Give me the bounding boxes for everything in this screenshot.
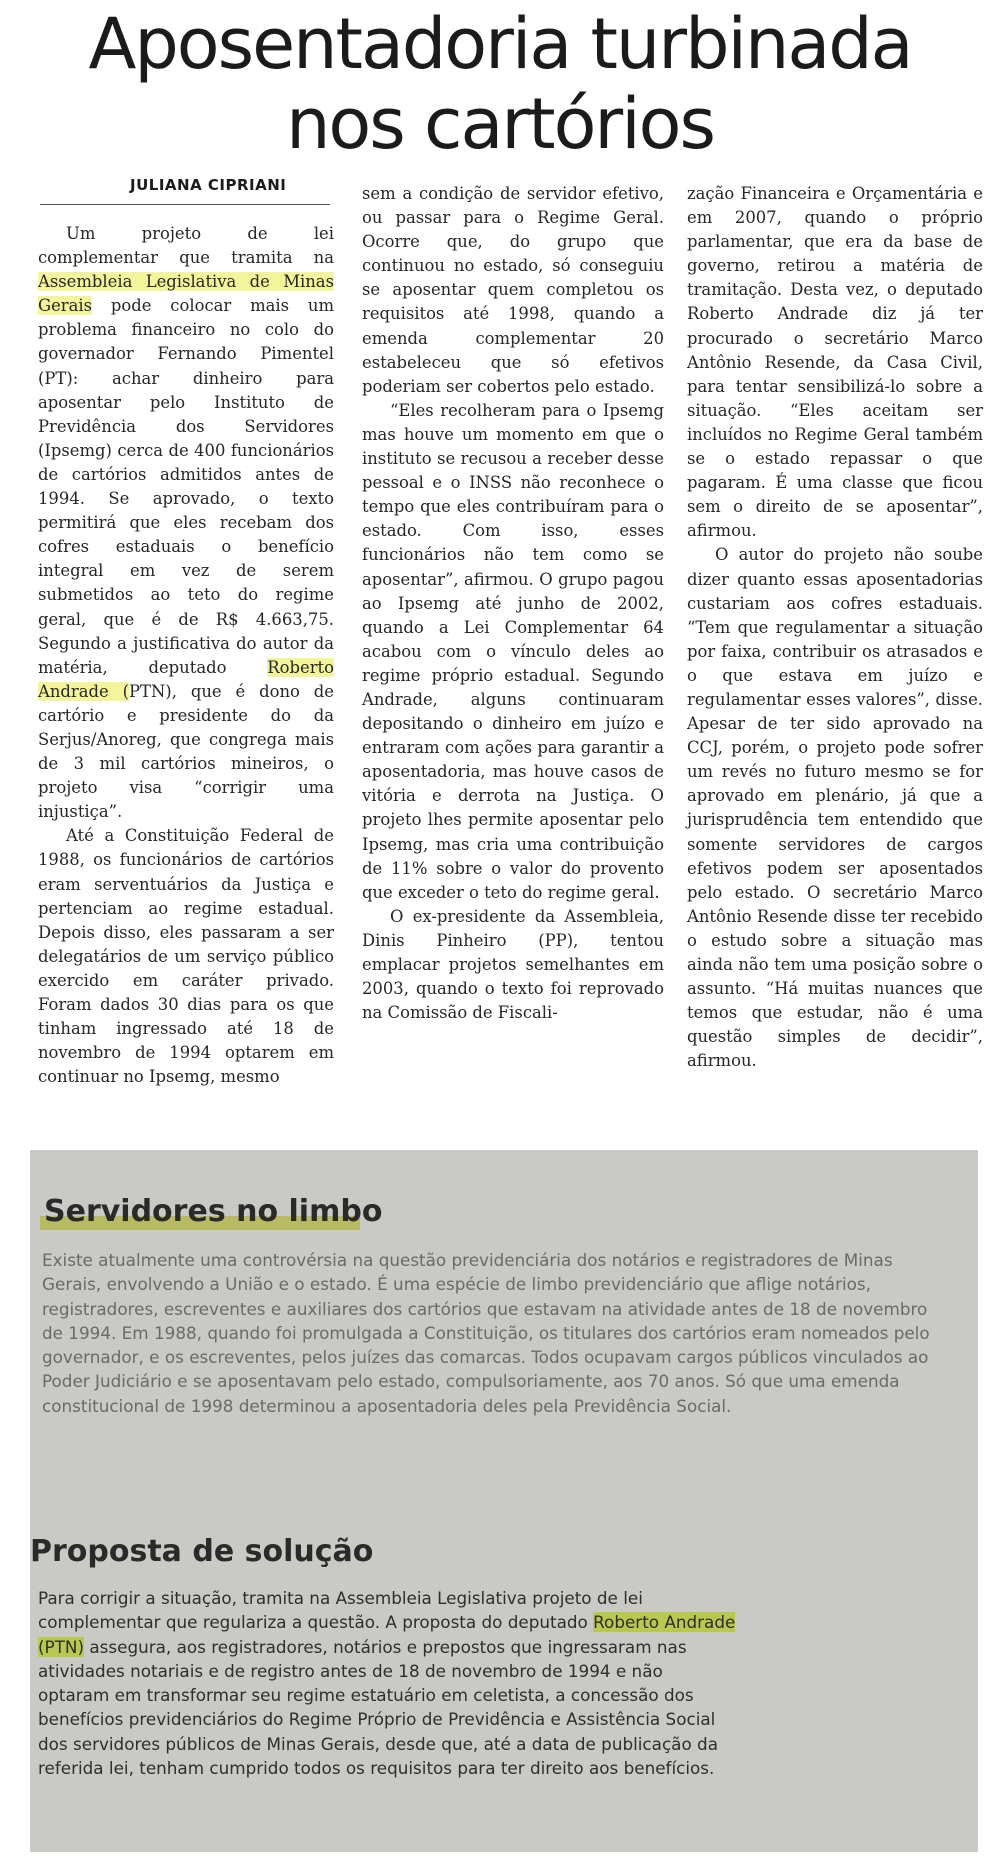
text-run: pode colocar mais um problema financeiro no colo do governador Fernando Pimentel (PT): achar dinheiro para aposentar pelo Instituto de Previdência dos Servidores (Ipsemg) cerca de 400 funcionários de cartórios admitidos antes de 1994. Se aprovado, o texto permitirá que eles recebam dos cofres estaduais o benefício integral em vez de serem submetidos ao teto do regime geral, que é de R$ 4.663,75. Segundo a justificativa do autor da matéria, deputado	[38, 296, 334, 677]
text-run: Para corrigir a situação, tramita na Assembleia Legislativa projeto de lei complementar que regulariza a questão. A proposta do deputado	[38, 1588, 643, 1633]
article-column-2	[362, 182, 664, 1025]
paragraph: O ex-presidente da Assembleia, Dinis Pinheiro (PP), tentou emplacar projetos semelhantes em 2003, quando o texto foi reprovado na Comissão de Fiscali-	[362, 906, 664, 1023]
paragraph: sem a condição de servidor efetivo, ou passar para o Regime Geral. Ocorre que, do grupo que continuou no estado, só conseguiu se aposentar quem completou os requisitos até 1998, quando a emenda complementar 20 estabeleceu que só efetivos poderiam ser cobertos pelo estado.	[362, 184, 664, 396]
paragraph: “Eles recolheram para o Ipsemg mas houve um momento em que o instituto se recusou a receber desse pessoal e o INSS não reconhece o tempo que eles contribuíram para o estado. Com isso, esses funcionários não tem como se aposentar”, afirmou. O grupo pagou ao Ipsemg até junho de 2002, quando a Lei Complementar 64 acabou com o vínculo deles ao regime próprio estadual. Segundo Andrade, alguns continuaram depositando o dinheiro em juízo e entraram com ações para garantir a aposentadoria, mas houve casos de vitória e derrota na Justiça. O projeto lhes permite aposentar pelo Ipsemg, mas cria uma contribuição de 11% sobre o valor do provento que exceder o teto do regime geral.	[362, 400, 664, 902]
paragraph	[38, 222, 334, 824]
headline-line-1: Aposentadoria turbinada	[88, 3, 912, 85]
highlighted-text: Roberto Andrade (PTN)	[38, 1612, 736, 1657]
highlighted-text: Roberto Andrade (	[38, 657, 334, 701]
sidebar-box	[30, 1150, 978, 1852]
sidebar-text-proposta	[38, 1586, 738, 1780]
byline: JULIANA CIPRIANI	[130, 176, 287, 194]
article-column-1	[38, 222, 334, 1089]
sidebar-title-proposta: Proposta de solução	[30, 1534, 374, 1569]
sidebar-title-limbo: Servidores no limbo	[44, 1194, 383, 1229]
paragraph: O autor do projeto não soube dizer quanto essas aposentadorias custariam aos cofres estaduais. “Tem que regulamentar a situação por faixa, contribuir os atrasados e o que estava em juízo e regulamentar esses valores”, disse. Apesar de ter sido aprovado na CCJ, porém, o projeto pode sofrer um revés no futuro mesmo se for aprovado em plenário, já que a jurisprudência tem entendido que somente servidores de cargos efetivos podem ser aposentados pelo estado. O secretário Marco Antônio Resende disse ter recebido o estudo sobre a situação mas ainda não tem uma posição sobre o assunto. “Há muitas nuances que temos que estudar, não é uma questão simples de decidir”, afirmou.	[687, 545, 983, 1071]
sidebar-text-limbo: Existe atualmente uma controvérsia na questão previdenciária dos notários e registradores de Minas Gerais, envolvendo a União e o estado. É uma espécie de limbo previdenciário que aflige notários, registradores, escreventes e auxiliares dos cartórios que estavam na atividade antes de 18 de novembro de 1994. Em 1988, quando foi promulgada a Constituição, os titulares dos cartórios eram nomeados pelo governador, e os escreventes, pelos juízes das comarcas. Todos ocupavam cargos públicos vinculados ao Poder Judiciário e se aposentavam pelo estado, compulsoriamente, aos 70 anos. Só que uma emenda constitucional de 1998 determinou a aposentadoria deles pela Previdência Social.	[42, 1250, 930, 1416]
highlighted-text: Assembleia Legislativa de Minas Gerais	[38, 272, 334, 316]
paragraph: Até a Constituição Federal de 1988, os funcionários de cartórios eram serventuários da Justiça e pertenciam ao regime estadual. Depois disso, eles passaram a ser delegatários de um serviço público exercido em caráter privado. Foram dados 30 dias para os que tinham ingressado até 18 de novembro de 1994 optarem em continuar no Ipsemg, mesmo	[38, 826, 334, 1087]
paragraph: zação Financeira e Orçamentária e em 2007, quando o próprio parlamentar, que era da base de governo, retirou a matéria de tramitação. Desta vez, o deputado Roberto Andrade diz já ter procurado o secretário Marco Antônio Resende, da Casa Civil, para tentar sensibilizá-lo sobre a situação. “Eles aceitam ser incluídos no Regime Geral também se o estado repassar o que pagaram. É uma classe que ficou sem o direito de se aposentar”, afirmou.	[687, 184, 983, 541]
article-column-3	[687, 182, 983, 1073]
byline-rule	[40, 204, 330, 205]
headline	[20, 4, 980, 164]
text-run: PTN), que é dono de cartório e presidente do da Serjus/Anoreg, que congrega mais de 3 mil cartórios mineiros, o projeto visa “corrigir uma injustiça”.	[38, 681, 334, 822]
text-run: Um projeto de lei complementar que tramita na	[38, 224, 334, 268]
headline-line-2: nos cartórios	[286, 83, 714, 165]
text-run: assegura, aos registradores, notários e prepostos que ingressaram nas atividades notariais e de registro antes de 18 de novembro de 1994 e não optaram em transformar seu regime estatuário em celetista, a concessão dos benefícios previdenciários do Regime Próprio de Previdência e Assistência Social dos servidores públicos de Minas Gerais, desde que, até a data de publicação da referida lei, tenham cumprido todos os requisitos para ter direito aos benefícios.	[38, 1636, 718, 1779]
